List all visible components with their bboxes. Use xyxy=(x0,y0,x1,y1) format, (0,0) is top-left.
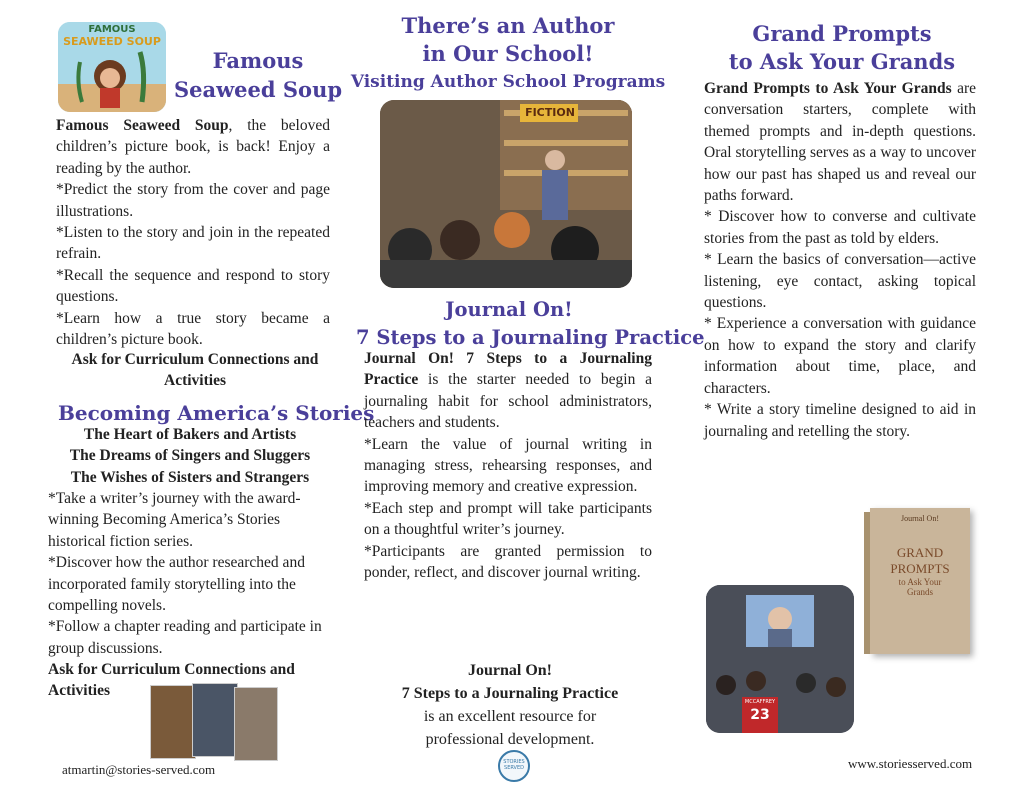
seaweed-bullet: *Learn how a true story became a children’s picture book. xyxy=(56,309,330,349)
journal-bullet: *Learn the value of journal writing in managing stress, rehearsing responses, and improving memory and creative expression. xyxy=(364,435,652,496)
book-title-3: to Ask Your xyxy=(898,577,942,587)
closing-line: Journal On! xyxy=(467,662,552,679)
book-title-1: GRAND xyxy=(896,545,944,560)
journal-on-title: Journal On! 7 Steps to a Journaling Practice xyxy=(356,298,705,349)
contact-email[interactable]: atmartin@stories-served.com xyxy=(62,762,216,777)
famous-seaweed-soup-cover xyxy=(58,22,166,112)
america-subtitle: The Dreams of Singers and Sluggers xyxy=(69,447,311,465)
author-in-school-title: There’s an Author in Our School! xyxy=(401,13,615,66)
website-link[interactable]: www.storiesserved.com xyxy=(848,756,973,771)
book-title-4: Grands xyxy=(907,587,933,597)
journal-bullet: *Participants are granted permission to ponder, reflect, and discover journal writing. xyxy=(364,542,652,582)
america-bullet: *Take a writer’s journey with the award-winning Becoming America’s Stories historical fiction series. xyxy=(48,490,301,550)
jersey-name: MCCAFFREY xyxy=(744,699,776,705)
logo-text: STORIES SERVED xyxy=(503,759,525,771)
america-bullet: *Discover how the author researched and incorporated family storytelling into the compelling novels. xyxy=(48,554,305,615)
closing-line: is an excellent resource for xyxy=(423,708,597,725)
journal-closing xyxy=(360,659,660,751)
book-title-2: PROMPTS xyxy=(890,561,950,576)
america-description xyxy=(48,488,324,659)
journal-bullet: *Each step and prompt will take participants on a thoughtful writer’s journey. xyxy=(364,499,652,539)
library-classroom-photo xyxy=(380,100,632,288)
america-subtitle: The Wishes of Sisters and Strangers xyxy=(70,468,310,486)
seaweed-description xyxy=(56,115,330,350)
seaweed-bullet: *Listen to the story and join in the repeated refrain. xyxy=(56,224,330,263)
journal-lead-rest: is the starter needed to begin a journaling habit for school administrators, teachers and students. xyxy=(364,371,652,432)
visiting-author-subtitle: Visiting Author School Programs xyxy=(350,72,666,92)
stories-served-logo xyxy=(498,750,530,782)
seaweed-lead-rest: , the beloved children’s picture book, is back! Enjoy a reading by the author. xyxy=(56,117,330,177)
journal-description xyxy=(364,348,652,583)
grand-bullet: * Discover how to converse and cultivate stories from the past as told by elders. xyxy=(704,208,976,247)
book-cover-3 xyxy=(234,687,278,761)
closing-line: professional development. xyxy=(425,731,595,748)
library-photo-art xyxy=(380,100,632,288)
grand-prompts-description xyxy=(704,78,976,442)
fiction-sign: FICTION xyxy=(525,106,575,119)
america-subtitle: The Heart of Bakers and Artists xyxy=(83,426,297,443)
jersey-number: 23 xyxy=(750,707,770,723)
becoming-americas-book-covers xyxy=(150,683,278,761)
video-call-photo-art xyxy=(706,585,854,733)
journal-lead-bold: Journal On! 7 Steps to a Journaling Practice xyxy=(364,350,652,389)
book-spine xyxy=(864,512,870,654)
book-cover-1 xyxy=(150,685,196,759)
america-bullet: *Follow a chapter reading and participate in group discussions. xyxy=(48,618,322,657)
seaweed-bullet: *Recall the sequence and respond to story questions. xyxy=(56,266,330,306)
america-subtitles xyxy=(50,424,330,488)
famous-seaweed-soup-title: Famous Seaweed Soup xyxy=(173,48,343,102)
book-cover-title: FAMOUS SEAWEED SOUP xyxy=(63,24,161,48)
grand-lead-bold: Grand Prompts to Ask Your Grands xyxy=(704,80,952,97)
grand-prompts-title: Grand Prompts to Ask Your Grands xyxy=(728,21,956,74)
grand-bullet: * Write a story timeline designed to aid in journaling and retelling the story. xyxy=(704,401,976,440)
seaweed-curriculum-note: Ask for Curriculum Connections and Activities xyxy=(71,351,319,390)
grand-bullet: * Experience a conversation with guidance on how to expand the story and clarify information about time, place, and characters. xyxy=(704,315,976,397)
seaweed-bullet: *Predict the story from the cover and page illustrations. xyxy=(56,181,330,220)
book-cover-2 xyxy=(192,683,238,757)
classroom-video-call-photo xyxy=(706,585,854,733)
america-curriculum-note: Ask for Curriculum Connections and Activities xyxy=(48,661,295,700)
becoming-americas-stories-title: Becoming America’s Stories xyxy=(58,401,375,425)
closing-line: 7 Steps to a Journaling Practice xyxy=(401,685,619,702)
grand-bullet: * Learn the basics of conversation—active listening, eye contact, asking topical questions. xyxy=(704,251,976,312)
book-top-text: Journal On! xyxy=(901,514,939,523)
grand-lead-rest: are conversation starters, complete with themed prompts and in-depth questions. Oral storytelling serves as a way to uncover how our past has shaped us and reveal our paths forward. xyxy=(704,80,977,205)
seaweed-lead-bold: Famous Seaweed Soup xyxy=(56,117,229,134)
grand-prompts-book xyxy=(870,508,970,654)
